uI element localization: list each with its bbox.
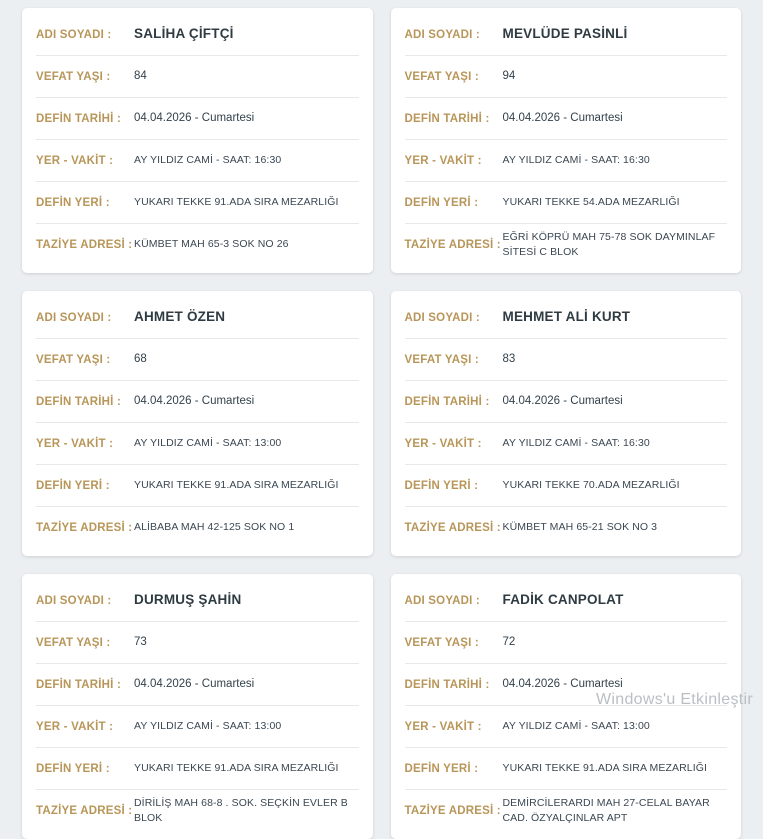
field-row-condolence — [405, 790, 728, 831]
field-label-date: DEFİN TARİHİ : — [36, 112, 121, 125]
field-value-place-time: AY YILDIZ CAMİ - SAAT: 16:30 — [134, 154, 282, 167]
field-row-burial-place — [405, 465, 728, 507]
field-value-date: 04.04.2026 - Cumartesi — [502, 394, 623, 407]
field-row-date — [405, 381, 728, 423]
field-label-age: VEFAT YAŞI : — [36, 70, 111, 83]
field-row-condolence — [36, 507, 359, 548]
field-label-date: DEFİN TARİHİ : — [36, 395, 121, 408]
field-value-place-time: AY YILDIZ CAMİ - SAAT: 16:30 — [502, 437, 650, 450]
field-value-name: MEHMET ALİ KURT — [502, 309, 631, 325]
field-label-place-time: YER - VAKİT : — [36, 154, 114, 167]
field-row-name — [36, 14, 359, 56]
field-value-name: AHMET ÖZEN — [134, 309, 226, 325]
field-value-condolence: EĞRİ KÖPRÜ MAH 75-78 SOK DAYMINLAF SİTESİ C BLOK — [502, 231, 716, 258]
field-label-name: ADI SOYADI : — [36, 594, 112, 607]
obituary-card — [22, 8, 373, 273]
field-value-burial-place: YUKARI TEKKE 91.ADA SIRA MEZARLIĞI — [134, 762, 339, 775]
field-value-date: 04.04.2026 - Cumartesi — [502, 111, 623, 124]
obituary-card — [391, 291, 742, 556]
field-value-age: 68 — [134, 352, 147, 365]
field-row-age — [36, 339, 359, 381]
field-label-condolence: TAZİYE ADRESİ : — [36, 521, 133, 534]
field-row-age — [36, 622, 359, 664]
field-label-name: ADI SOYADI : — [404, 28, 480, 41]
field-value-burial-place: YUKARI TEKKE 54.ADA MEZARLIĞI — [502, 196, 680, 209]
field-label-age: VEFAT YAŞI : — [404, 353, 479, 366]
field-label-date: DEFİN TARİHİ : — [404, 395, 490, 408]
field-value-age: 73 — [134, 635, 147, 648]
field-label-name: ADI SOYADI : — [404, 594, 480, 607]
field-label-age: VEFAT YAŞI : — [36, 353, 111, 366]
field-row-place-time — [405, 423, 728, 465]
field-row-place-time — [36, 706, 359, 748]
field-label-burial-place: DEFİN YERİ : — [36, 762, 110, 775]
field-value-name: FADİK CANPOLAT — [502, 592, 624, 608]
field-value-condolence: ALİBABA MAH 42-125 SOK NO 1 — [134, 521, 295, 534]
field-label-condolence: TAZİYE ADRESİ : — [36, 238, 133, 251]
field-row-place-time — [36, 423, 359, 465]
obituary-card — [22, 574, 373, 839]
obituary-card — [22, 291, 373, 556]
field-row-place-time — [405, 706, 728, 748]
field-value-place-time: AY YILDIZ CAMİ - SAAT: 13:00 — [134, 437, 282, 450]
field-row-condolence — [36, 790, 359, 831]
field-value-name: SALİHA ÇİFTÇİ — [134, 26, 234, 42]
field-row-name — [36, 297, 359, 339]
field-value-place-time: AY YILDIZ CAMİ - SAAT: 13:00 — [134, 720, 282, 733]
field-row-burial-place — [36, 465, 359, 507]
field-label-age: VEFAT YAŞI : — [404, 636, 479, 649]
field-label-age: VEFAT YAŞI : — [36, 636, 111, 649]
field-value-date: 04.04.2026 - Cumartesi — [502, 677, 623, 690]
field-label-place-time: YER - VAKİT : — [404, 720, 482, 733]
field-value-age: 94 — [502, 69, 516, 82]
field-label-date: DEFİN TARİHİ : — [36, 678, 121, 691]
field-label-date: DEFİN TARİHİ : — [404, 678, 490, 691]
field-value-burial-place: YUKARI TEKKE 91.ADA SIRA MEZARLIĞI — [502, 762, 708, 775]
field-value-condolence: KÜMBET MAH 65-3 SOK NO 26 — [134, 238, 289, 251]
field-label-burial-place: DEFİN YERİ : — [404, 196, 479, 209]
field-label-condolence: TAZİYE ADRESİ : — [404, 804, 501, 817]
field-label-place-time: YER - VAKİT : — [36, 437, 114, 450]
windows-activation-watermark: Windows'u Etkinleştir — [596, 691, 753, 708]
field-value-place-time: AY YILDIZ CAMİ - SAAT: 13:00 — [502, 720, 650, 733]
field-row-condolence — [36, 224, 359, 265]
field-label-condolence: TAZİYE ADRESİ : — [36, 804, 133, 817]
field-row-burial-place — [405, 748, 728, 790]
field-label-place-time: YER - VAKİT : — [36, 720, 114, 733]
field-label-condolence: TAZİYE ADRESİ : — [404, 521, 501, 534]
field-label-burial-place: DEFİN YERİ : — [36, 196, 110, 209]
field-label-name: ADI SOYADI : — [36, 311, 112, 324]
field-label-burial-place: DEFİN YERİ : — [404, 762, 479, 775]
field-row-name — [36, 580, 359, 622]
field-label-burial-place: DEFİN YERİ : — [404, 479, 479, 492]
field-value-place-time: AY YILDIZ CAMİ - SAAT: 16:30 — [502, 154, 650, 167]
field-row-place-time — [36, 140, 359, 182]
field-row-date — [405, 98, 728, 140]
field-value-age: 72 — [502, 635, 516, 648]
field-value-name: MEVLÜDE PASİNLİ — [502, 26, 628, 42]
field-value-date: 04.04.2026 - Cumartesi — [134, 677, 255, 690]
field-value-name: DURMUŞ ŞAHİN — [134, 592, 242, 608]
field-value-condolence: KÜMBET MAH 65-21 SOK NO 3 — [502, 521, 658, 534]
field-row-burial-place — [36, 748, 359, 790]
field-value-age: 84 — [134, 69, 147, 82]
field-value-date: 04.04.2026 - Cumartesi — [134, 394, 255, 407]
field-row-place-time — [405, 140, 728, 182]
field-row-name — [405, 14, 728, 56]
field-row-age — [405, 622, 728, 664]
field-row-name — [405, 580, 728, 622]
field-row-date — [36, 664, 359, 706]
field-label-date: DEFİN TARİHİ : — [404, 112, 490, 125]
field-value-burial-place: YUKARI TEKKE 91.ADA SIRA MEZARLIĞI — [134, 196, 339, 209]
field-row-date — [36, 98, 359, 140]
field-label-burial-place: DEFİN YERİ : — [36, 479, 110, 492]
field-value-condolence: DİRİLİŞ MAH 68-8 . SOK. SEÇKİN EVLER B BLOK — [134, 797, 348, 824]
field-value-condolence: DEMİRCİLERARDI MAH 27-CELAL BAYAR CAD. ÖZYALÇINLAR APT — [502, 797, 710, 824]
field-row-condolence — [405, 507, 728, 548]
field-row-age — [405, 56, 728, 98]
field-value-age: 83 — [502, 352, 516, 365]
field-row-date — [36, 381, 359, 423]
field-row-burial-place — [405, 182, 728, 224]
field-value-burial-place: YUKARI TEKKE 91.ADA SIRA MEZARLIĞI — [134, 479, 339, 492]
field-label-name: ADI SOYADI : — [404, 311, 480, 324]
field-row-age — [405, 339, 728, 381]
field-row-burial-place — [36, 182, 359, 224]
field-label-condolence: TAZİYE ADRESİ : — [404, 238, 501, 251]
field-value-date: 04.04.2026 - Cumartesi — [134, 111, 255, 124]
field-label-name: ADI SOYADI : — [36, 28, 112, 41]
field-label-age: VEFAT YAŞI : — [404, 70, 479, 83]
field-row-condolence — [405, 224, 728, 265]
field-value-burial-place: YUKARI TEKKE 70.ADA MEZARLIĞI — [502, 479, 680, 492]
field-label-place-time: YER - VAKİT : — [404, 154, 482, 167]
field-row-name — [405, 297, 728, 339]
field-row-age — [36, 56, 359, 98]
obituary-card — [391, 8, 742, 273]
field-label-place-time: YER - VAKİT : — [404, 437, 482, 450]
